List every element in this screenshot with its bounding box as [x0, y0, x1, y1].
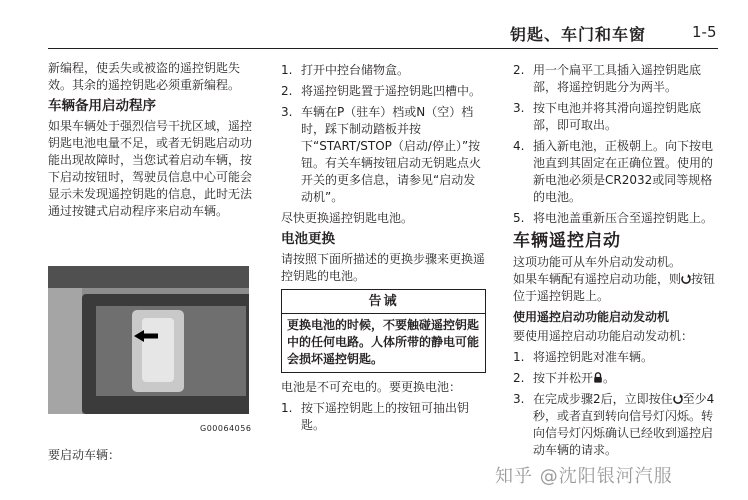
- backup-start-heading: 车辆备用启动程序: [48, 98, 156, 114]
- lock-icon: [593, 372, 603, 383]
- list-item: 2. 用一个扁平工具插入遥控钥匙底部，将遥控钥匙分为两半。: [513, 63, 702, 94]
- page-number: 1-5: [692, 23, 717, 41]
- header-divider: [48, 48, 718, 49]
- list-item: 1. 将遥控钥匙对准车辆。: [513, 350, 654, 364]
- use-remote-start-heading: 使用遥控启动功能启动发动机: [513, 310, 670, 324]
- list-item: 2. 按下并松开 。: [513, 371, 616, 385]
- use-remote-start-text: 要使用遥控启动功能启动发动机：: [513, 329, 694, 343]
- backup-start-paragraph: 如果车辆处于强烈信号干扰区域，遥控钥匙电池电量不足，或者无钥匙启动功能出现故障时，当您试着启动车辆，按下启动按钮时，驾驶员信息中心可能会显示未发现遥控钥匙的信息，此时无法通过按键式启动程序来启动车辆。: [48, 119, 253, 218]
- remote-start-icon: [673, 393, 683, 404]
- column-right: [513, 60, 723, 463]
- list-item: 3. 按下电池并将其滑向遥控钥匙底部，即可取出。: [513, 101, 702, 132]
- list-item: 5. 将电池盖重新压合至遥控钥匙上。: [513, 211, 714, 225]
- list-item: 1. 打开中控台储物盒。: [281, 63, 410, 77]
- replace-battery-note: 尽快更换遥控钥匙电池。: [281, 211, 414, 225]
- watermark: 知乎 @沈阳银河汽服: [495, 466, 673, 487]
- battery-steps-list-continued: [513, 62, 723, 227]
- warning-box: [281, 289, 486, 373]
- remote-start-heading: 车辆遥控启动: [513, 231, 621, 251]
- figure-caption: G00064056: [200, 424, 252, 433]
- battery-steps-list: [281, 400, 486, 434]
- warning-title: 告诫: [282, 290, 485, 314]
- list-item: 2. 将遥控钥匙置于遥控钥匙凹槽中。: [281, 84, 482, 98]
- non-rechargeable-note: 电池是不可充电的。要更换电池：: [281, 380, 462, 394]
- remote-start-icon: [681, 273, 691, 284]
- remote-start-intro: 这项功能可从车外启动发动机。: [513, 255, 682, 269]
- list-item: 4. 插入新电池，正极朝上。向下按电池直到其固定在正确位置。使用的新电池必须是CR2032或同等规格的电池。: [513, 139, 714, 204]
- start-steps-list: [281, 62, 486, 206]
- arrow-left-icon: [134, 330, 158, 342]
- column-middle: [281, 60, 486, 438]
- battery-replacement-paragraph: 请按照下面所描述的更换步骤来更换遥控钥匙的电池。: [281, 252, 486, 283]
- battery-replacement-heading: 电池更换: [281, 231, 335, 247]
- warning-text: 更换电池的时候，不要触碰遥控钥匙中的任何电路。人体所带的静电可能会损坏遥控钥匙。: [287, 318, 480, 366]
- column-left: [48, 60, 260, 220]
- remote-start-steps-list: [513, 349, 723, 459]
- list-item: 3. 在完成步骤2后，立即按住 至少4秒，或者直到转向信号灯闪烁。转向信号灯闪烁确认已经收到遥控启动车辆的请求。: [513, 392, 715, 457]
- section-title: 钥匙、车门和车窗: [510, 25, 647, 44]
- list-item: 1. 按下遥控钥匙上的按钮可抽出钥匙。: [281, 401, 470, 432]
- intro-paragraph: 新编程，使丢失或被盗的遥控钥匙失效。其余的遥控钥匙必须重新编程。: [48, 61, 241, 92]
- list-item: 3. 车辆在P（驻车）档或N（空）档时，踩下制动踏板并按下“START/STOP（启动/停止）”按钮。有关车辆按钮启动无钥匙点火开关的更多信息，请参见“启动发动机”。: [281, 105, 482, 204]
- remote-start-button-note: 如果车辆配有遥控启动功能，则 按钮位于遥控钥匙上。: [513, 272, 716, 303]
- start-vehicle-label: 要启动车辆：: [48, 448, 121, 462]
